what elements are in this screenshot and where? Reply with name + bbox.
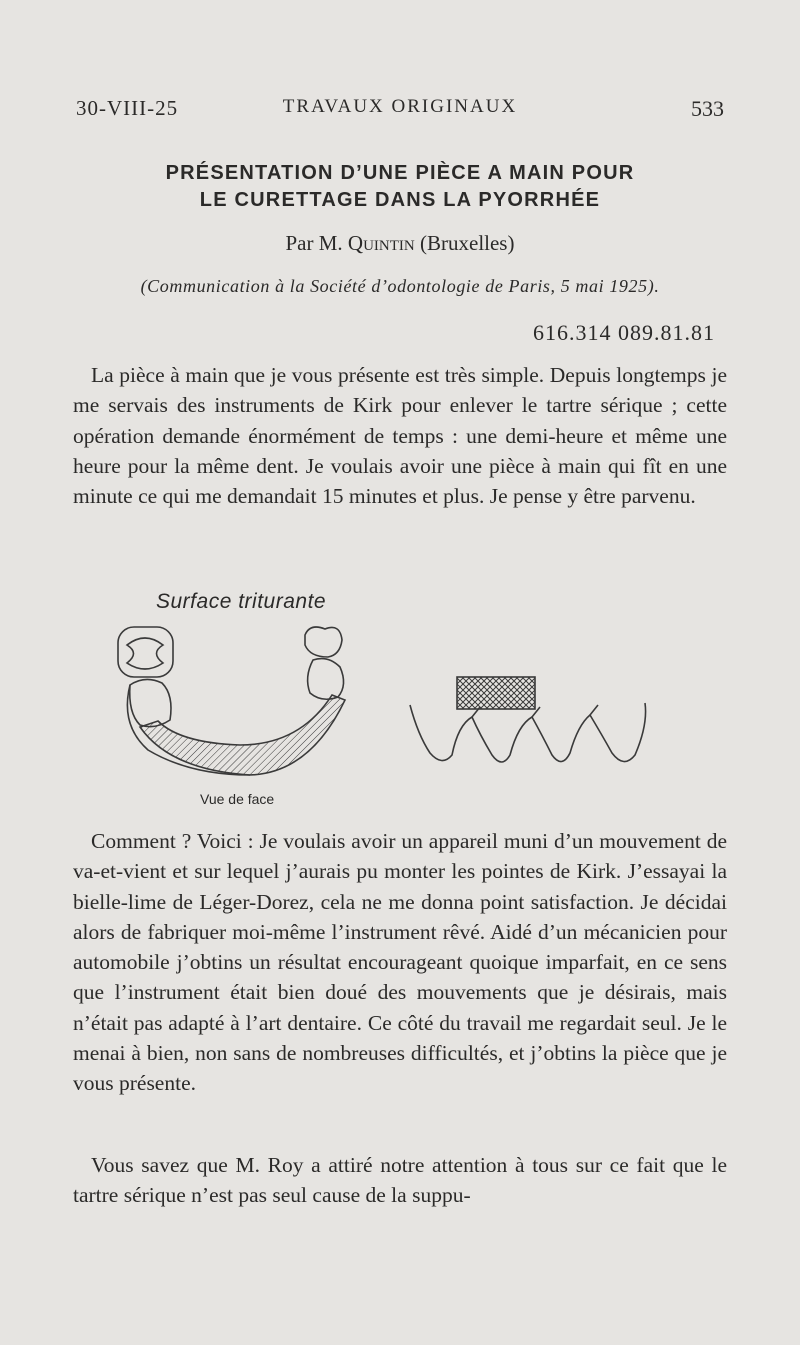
figure-label: Surface triturante <box>156 590 327 613</box>
byline-prefix: Par M. <box>285 231 343 255</box>
communication-note: (Communication à la Société d’odontologie de Paris, 5 mai 1925). <box>140 276 660 296</box>
paragraph-2 <box>73 826 727 1099</box>
title-line-2: LE CURETTAGE DANS LA PYORRHÉE <box>199 189 601 211</box>
article-title <box>60 160 740 214</box>
byline <box>0 231 800 256</box>
section-title: TRAVAUX ORIGINAUX <box>282 96 518 117</box>
issue-date: 30-VIII-25 <box>76 96 179 120</box>
paragraph-3 <box>73 1150 727 1211</box>
paragraph-1 <box>73 360 727 511</box>
author-name: Quintin <box>347 231 415 255</box>
tooth-diagram <box>100 585 680 815</box>
tooth-figure <box>100 585 680 815</box>
paragraph-1-text: La pièce à main que je vous présente est très simple. Depuis longtemps je me servais des instruments de Kirk pour enlever le tartre sérique ; cette opération demande énormément de temps : une demi-heure et même une heure pour la même dent. Je voulais avoir une pièce à main qui fît en une minute ce qui me demandait 15 minutes et plus. Je pense y être parvenu. <box>73 363 727 509</box>
page-number: 533 <box>691 96 724 121</box>
side-view-drawing <box>118 627 345 775</box>
figure-caption: Vue de face <box>200 791 275 807</box>
classification-code: 616.314 089.81.81 <box>533 320 715 345</box>
running-head <box>76 96 724 126</box>
paragraph-3-text: Vous savez que M. Roy a attiré notre attention à tous sur ce fait que le tartre sérique n’est pas seul cause de la suppu- <box>73 1153 727 1208</box>
front-view-drawing <box>410 677 646 762</box>
author-location: (Bruxelles) <box>420 231 515 255</box>
title-line-1: PRÉSENTATION D’UNE PIÈCE A MAIN POUR <box>165 162 635 184</box>
paragraph-2-text: Comment ? Voici : Je voulais avoir un appareil muni d’un mouvement de va-et-vient et sur lequel j’aurais pu monter les pointes de Kirk. J’essayai la bielle-lime de Léger-Dorez, cela ne me donna point satisfaction. Je décidai alors de fabriquer moi-même l’instrument rêvé. Aidé d’un mécanicien pour automobile j’obtins un résultat encourageant quoique imparfait, en ce sens que l’instrument était bien doué des mouvements que je désirais, mais n’était pas adapté à l’art dentaire. Ce côté du travail me regardait seul. Je le menai à bien, non sans de nombreuses difficultés, et j’obtins la pièce que je vous présente. <box>73 829 727 1096</box>
